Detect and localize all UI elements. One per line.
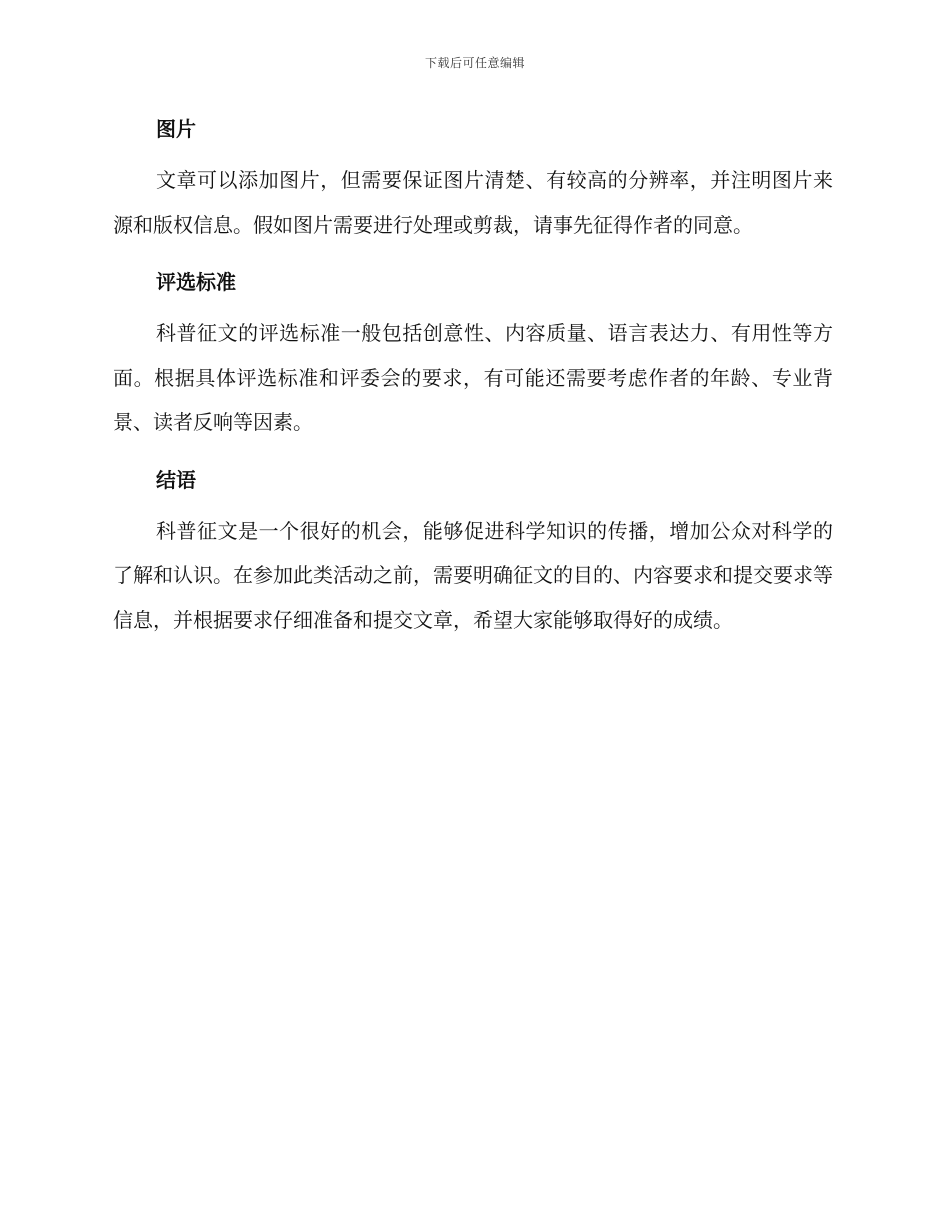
section-paragraph-images: 文章可以添加图片，但需要保证图片清楚、有较高的分辨率，并注明图片来源和版权信息。假如图片需要进行处理或剪裁，请事先征得作者的同意。 xyxy=(113,168,833,237)
document-body xyxy=(113,112,833,642)
section-heading-images: 图片 xyxy=(156,117,196,141)
section-paragraph-criteria: 科普征文的评选标准一般包括创意性、内容质量、语言表达力、有用性等方面。根据具体评选标准和评委会的要求，有可能还需要考虑作者的年龄、专业背景、读者反响等因素。 xyxy=(113,321,833,434)
section-paragraph-conclusion: 科普征文是一个很好的机会，能够促进科学知识的传播，增加公众对科学的了解和认识。在参加此类活动之前，需要明确征文的目的、内容要求和提交要求等信息，并根据要求仔细准备和提交文章，希望大家能够取得好的成绩。 xyxy=(113,518,833,632)
section-heading-criteria: 评选标准 xyxy=(156,270,236,294)
page-header-note: 下载后可任意编辑 xyxy=(424,56,525,70)
section-heading-conclusion: 结语 xyxy=(156,467,196,492)
